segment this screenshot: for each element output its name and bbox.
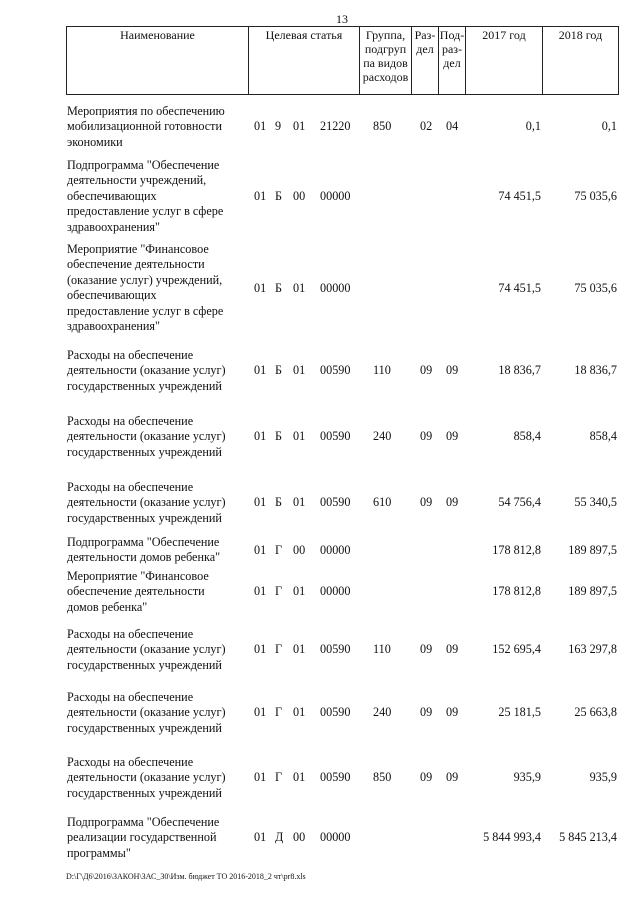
- code-direction: 00000: [320, 542, 351, 557]
- cell-subsection: 09: [446, 363, 459, 378]
- row-name-line: экономики: [67, 134, 123, 149]
- code-event: 00: [293, 542, 306, 557]
- code-event: 01: [293, 363, 306, 378]
- cell-group: 610: [373, 495, 392, 510]
- code-event: 01: [293, 495, 306, 510]
- cell-group: 110: [373, 642, 391, 657]
- code-subprogram: Г: [275, 584, 283, 599]
- row-name-line: предоставление услуг в сфере: [67, 204, 224, 219]
- code-event: 01: [293, 429, 306, 444]
- code-event: 01: [293, 770, 306, 785]
- row-name: [67, 627, 247, 673]
- cell-year-2018: 163 297,8: [568, 642, 617, 657]
- header-target-article: Целевая статья: [249, 27, 360, 95]
- code-program: 01: [254, 770, 267, 785]
- row-name-line: деятельности (оказание услуг): [67, 642, 226, 657]
- row-name: [67, 755, 247, 801]
- cell-section: 09: [420, 642, 433, 657]
- row-name: [67, 480, 247, 526]
- row-name-line: программы": [67, 845, 131, 860]
- code-program: 01: [254, 830, 267, 845]
- cell-group: 850: [373, 770, 392, 785]
- page-number: 13: [336, 12, 348, 26]
- cell-year-2017: 0,1: [525, 119, 541, 134]
- code-event: 01: [293, 705, 306, 720]
- code-event: 01: [293, 642, 306, 657]
- row-name-line: предоставление услуг в сфере: [67, 303, 224, 318]
- cell-section: 09: [420, 770, 433, 785]
- code-program: 01: [254, 429, 267, 444]
- cell-subsection: 09: [446, 429, 459, 444]
- cell-year-2017: 74 451,5: [498, 188, 541, 203]
- code-direction: 00590: [320, 363, 351, 378]
- row-name-line: Подпрограмма "Обеспечение: [67, 815, 220, 829]
- code-direction: 00000: [320, 830, 351, 845]
- cell-group: 240: [373, 705, 392, 720]
- cell-year-2017: 178 812,8: [492, 584, 541, 599]
- row-name-line: деятельности (оказание услуг): [67, 770, 226, 785]
- code-event: 01: [293, 119, 306, 134]
- row-name-line: обеспечивающих: [67, 188, 157, 203]
- row-name-line: деятельности домов ребенка": [67, 550, 221, 565]
- row-name: [67, 158, 247, 235]
- row-name-line: деятельности учреждений,: [67, 173, 207, 188]
- row-name-line: реализации государственной: [67, 830, 217, 845]
- code-event: 00: [293, 188, 306, 203]
- code-program: 01: [254, 280, 267, 295]
- code-program: 01: [254, 495, 267, 510]
- cell-subsection: 09: [446, 642, 459, 657]
- cell-year-2017: 858,4: [513, 429, 541, 444]
- row-name-line: государственных учреждений: [67, 378, 222, 393]
- row-name-line: государственных учреждений: [67, 720, 222, 735]
- header-year-2018: 2018 год: [543, 27, 619, 95]
- code-event: 01: [293, 584, 306, 599]
- row-name-line: обеспечение деятельности: [67, 257, 205, 272]
- cell-year-2018: 18 836,7: [574, 363, 617, 378]
- cell-section: 02: [420, 119, 433, 134]
- row-name-line: Мероприятия по обеспечению: [67, 104, 225, 118]
- code-direction: 00590: [320, 705, 351, 720]
- row-name: [67, 569, 247, 615]
- cell-section: 09: [420, 495, 433, 510]
- cell-year-2017: 18 836,7: [498, 363, 541, 378]
- header-section: Раз- дел: [412, 27, 439, 95]
- row-name-line: Расходы на обеспечение: [67, 480, 194, 494]
- row-name-line: (оказание услуг) учреждений,: [67, 272, 223, 287]
- code-direction: 00590: [320, 429, 351, 444]
- cell-year-2018: 55 340,5: [574, 495, 617, 510]
- code-subprogram: Б: [275, 495, 282, 510]
- row-name: [67, 414, 247, 460]
- code-subprogram: 9: [275, 119, 282, 134]
- cell-year-2018: 25 663,8: [574, 705, 617, 720]
- row-name-line: Мероприятие "Финансовое: [67, 569, 209, 583]
- code-subprogram: Б: [275, 280, 282, 295]
- row-name-line: Мероприятие "Финансовое: [67, 242, 209, 256]
- cell-subsection: 09: [446, 770, 459, 785]
- cell-section: 09: [420, 705, 433, 720]
- code-subprogram: Б: [275, 363, 282, 378]
- code-subprogram: Б: [275, 429, 282, 444]
- header-name: Наименование: [67, 27, 249, 95]
- cell-year-2018: 0,1: [601, 119, 617, 134]
- row-name-line: Подпрограмма "Обеспечение: [67, 158, 220, 172]
- code-subprogram: Д: [275, 830, 284, 845]
- row-name-line: Подпрограмма "Обеспечение: [67, 535, 220, 549]
- header-group: Группа, подгруп па видов расходов: [360, 27, 412, 95]
- cell-group: 240: [373, 429, 392, 444]
- row-name-line: государственных учреждений: [67, 510, 222, 525]
- code-subprogram: Г: [275, 705, 283, 720]
- cell-section: 09: [420, 363, 433, 378]
- cell-section: 09: [420, 429, 433, 444]
- cell-year-2017: 152 695,4: [492, 642, 541, 657]
- cell-year-2018: 75 035,6: [574, 280, 617, 295]
- code-program: 01: [254, 119, 267, 134]
- cell-year-2018: 75 035,6: [574, 188, 617, 203]
- code-program: 01: [254, 705, 267, 720]
- code-program: 01: [254, 584, 267, 599]
- cell-subsection: 04: [446, 119, 459, 134]
- cell-year-2017: 935,9: [513, 770, 541, 785]
- header-subsection: Под- раз- дел: [439, 27, 466, 95]
- table-header: [66, 26, 619, 95]
- code-event: 01: [293, 280, 306, 295]
- code-direction: 00000: [320, 280, 351, 295]
- row-name-line: обеспечение деятельности: [67, 584, 205, 599]
- cell-subsection: 09: [446, 705, 459, 720]
- cell-year-2018: 5 845 213,4: [559, 830, 617, 845]
- code-subprogram: Г: [275, 542, 283, 557]
- row-name-line: деятельности (оказание услуг): [67, 495, 226, 510]
- cell-year-2017: 25 181,5: [498, 705, 541, 720]
- code-program: 01: [254, 642, 267, 657]
- row-name-line: Расходы на обеспечение: [67, 690, 194, 704]
- cell-year-2018: 189 897,5: [568, 584, 617, 599]
- code-direction: 00590: [320, 770, 351, 785]
- row-name-line: здравоохранения": [67, 219, 161, 234]
- row-name: [67, 242, 247, 334]
- cell-year-2017: 178 812,8: [492, 542, 541, 557]
- code-program: 01: [254, 542, 267, 557]
- row-name: [67, 348, 247, 394]
- code-direction: 00590: [320, 642, 351, 657]
- cell-year-2017: 5 844 993,4: [483, 830, 541, 845]
- row-name-line: здравоохранения": [67, 319, 161, 334]
- cell-year-2018: 189 897,5: [568, 542, 617, 557]
- row-name: [67, 535, 247, 566]
- code-direction: 00000: [320, 584, 351, 599]
- row-name-line: государственных учреждений: [67, 444, 222, 459]
- code-subprogram: Г: [275, 642, 283, 657]
- row-name-line: Расходы на обеспечение: [67, 414, 194, 428]
- row-name-line: Расходы на обеспечение: [67, 627, 194, 641]
- header-year-2017: 2017 год: [466, 27, 543, 95]
- row-name: [67, 815, 247, 861]
- cell-year-2018: 935,9: [589, 770, 617, 785]
- cell-year-2017: 54 756,4: [498, 495, 541, 510]
- row-name-line: Расходы на обеспечение: [67, 755, 194, 769]
- code-program: 01: [254, 188, 267, 203]
- row-name-line: государственных учреждений: [67, 785, 222, 800]
- row-name-line: мобилизационной готовности: [67, 119, 223, 134]
- row-name-line: Расходы на обеспечение: [67, 348, 194, 362]
- row-name-line: домов ребенка": [67, 599, 148, 614]
- code-direction: 00000: [320, 188, 351, 203]
- row-name-line: деятельности (оказание услуг): [67, 705, 226, 720]
- cell-year-2018: 858,4: [589, 429, 617, 444]
- row-name: [67, 690, 247, 736]
- row-name-line: деятельности (оказание услуг): [67, 429, 226, 444]
- cell-subsection: 09: [446, 495, 459, 510]
- row-name-line: государственных учреждений: [67, 657, 222, 672]
- code-direction: 00590: [320, 495, 351, 510]
- cell-group: 110: [373, 363, 391, 378]
- row-name: [67, 104, 247, 150]
- cell-year-2017: 74 451,5: [498, 280, 541, 295]
- code-subprogram: Г: [275, 770, 283, 785]
- row-name-line: обеспечивающих: [67, 288, 157, 303]
- code-subprogram: Б: [275, 188, 282, 203]
- cell-group: 850: [373, 119, 392, 134]
- code-program: 01: [254, 363, 267, 378]
- code-direction: 21220: [320, 119, 351, 134]
- footer-file-path: D:\Г\Д6\2016\ЗАКОН\ЗАС_30\Изм. бюджет ТО 2016-2018_2 чт\pr8.xls: [66, 872, 306, 881]
- code-event: 00: [293, 830, 306, 845]
- row-name-line: деятельности (оказание услуг): [67, 363, 226, 378]
